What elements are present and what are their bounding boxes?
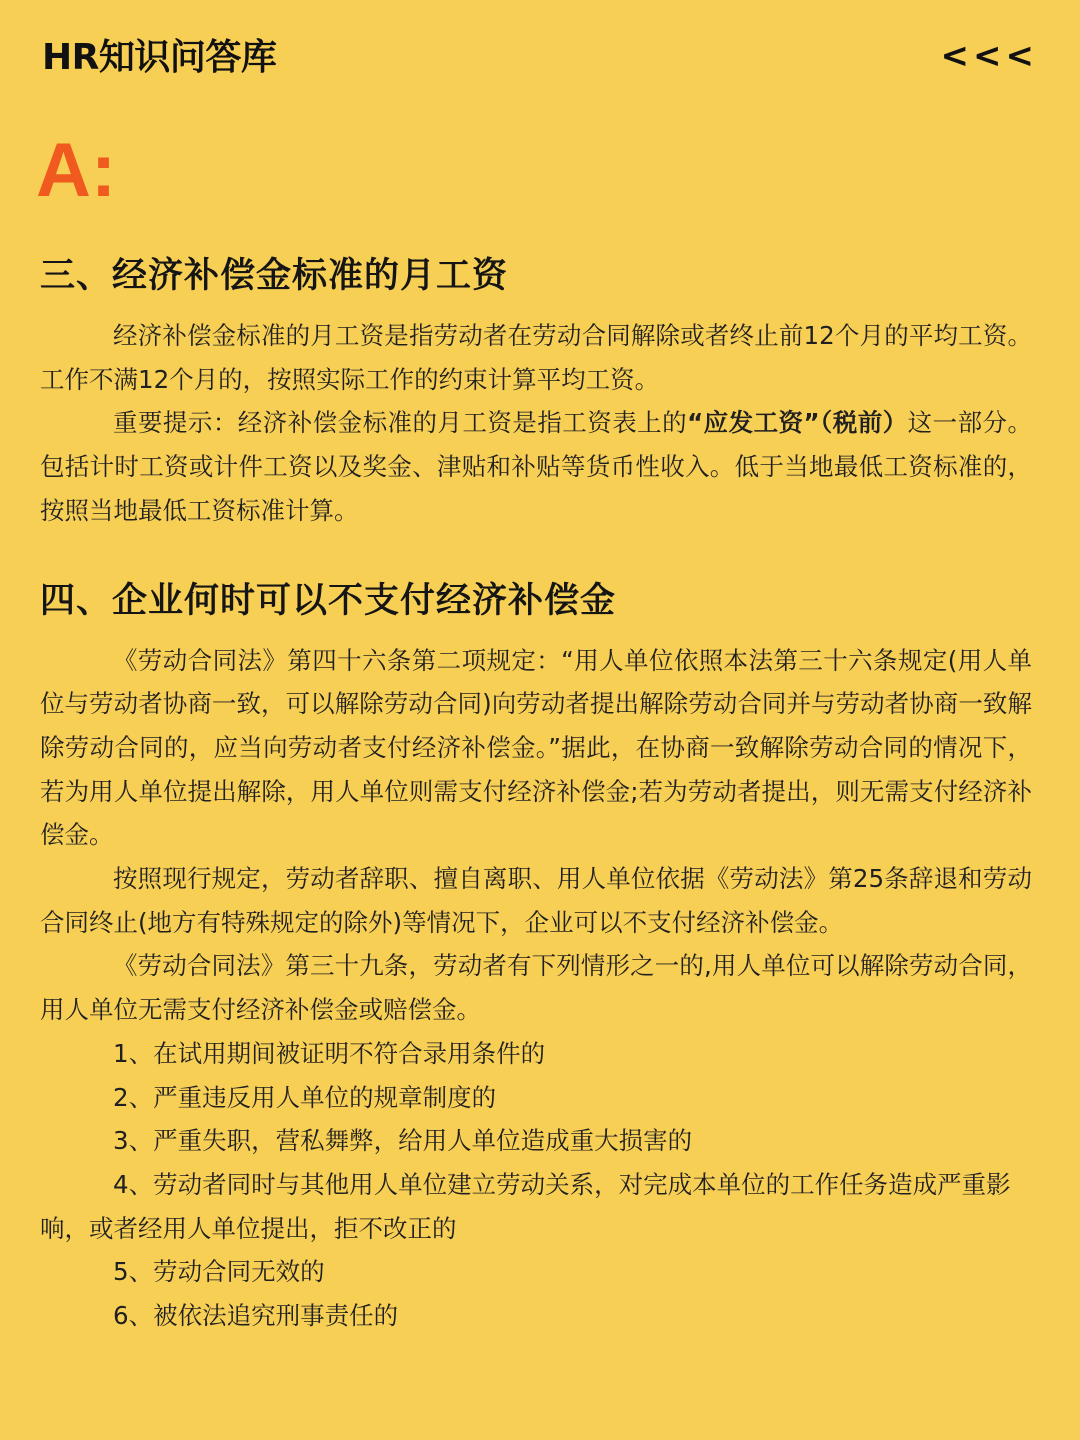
section-4-paragraph-2: 按照现行规定，劳动者辞职、擅自离职、用人单位依据《劳动法》第25条辞退和劳动合同终止(地方有特殊规定的除外)等情况下，企业可以不支付经济补偿金。 <box>40 864 1032 937</box>
section-3-paragraph-2 <box>40 401 1032 532</box>
page-header <box>42 30 1038 86</box>
list-item: 3、严重失职，营私舞弊，给用人单位造成重大损害的 <box>113 1126 693 1156</box>
nav-arrows-icon: <<< <box>940 36 1038 76</box>
tip-suffix: 这一部分。包括计时工资或计件工资以及奖金、津贴和补贴等货币性收入。低于当地最低工资标准的，按照当地最低工资标准计算。 <box>40 408 1032 525</box>
list-item: 6、被依法追究刑事责任的 <box>113 1301 399 1331</box>
tip-prefix: 重要提示：经济补偿金标准的月工资是指工资表上的 <box>113 408 688 438</box>
section-4-title: 四、企业何时可以不支付经济补偿金 <box>40 580 617 621</box>
list-item: 1、在试用期间被证明不符合录用条件的 <box>113 1038 546 1068</box>
list-item: 5、劳动合同无效的 <box>113 1257 325 1287</box>
section-4-paragraph-1: 《劳动合同法》第四十六条第二项规定：“用人单位依照本法第三十六条规定(用人单位与劳动者协商一致，可以解除劳动合同)向劳动者提出解除劳动合同并与劳动者协商一致解除劳动合同的，应当向劳动者支付经济补偿金。”据此，在协商一致解除劳动合同的情况下，若为用人单位提出解除，用人单位则需支付经济补偿金;若为劳动者提出，则无需支付经济补偿金。 <box>40 645 1032 850</box>
section-3-paragraph-1: 经济补偿金标准的月工资是指劳动者在劳动合同解除或者终止前12个月的平均工资。工作不满12个月的，按照实际工作的约束计算平均工资。 <box>40 321 1032 394</box>
section-4-paragraph-3: 《劳动合同法》第三十九条，劳动者有下列情形之一的,用人单位可以解除劳动合同，用人单位无需支付经济补偿金或赔偿金。 <box>40 951 1032 1025</box>
section-3-title: 三、经济补偿金标准的月工资 <box>40 256 509 296</box>
article-body <box>40 246 1032 1338</box>
brand-title: HR知识问答库 <box>42 37 277 78</box>
answer-label: A: <box>36 128 117 213</box>
list-item: 4、劳动者同时与其他用人单位建立劳动关系，对完成本单位的工作任务造成严重影响，或者经用人单位提出，拒不改正的 <box>40 1169 1011 1243</box>
tip-emphasis: “应发工资”（税前） <box>687 408 908 438</box>
list-item: 2、严重违反用人单位的规章制度的 <box>113 1082 497 1112</box>
